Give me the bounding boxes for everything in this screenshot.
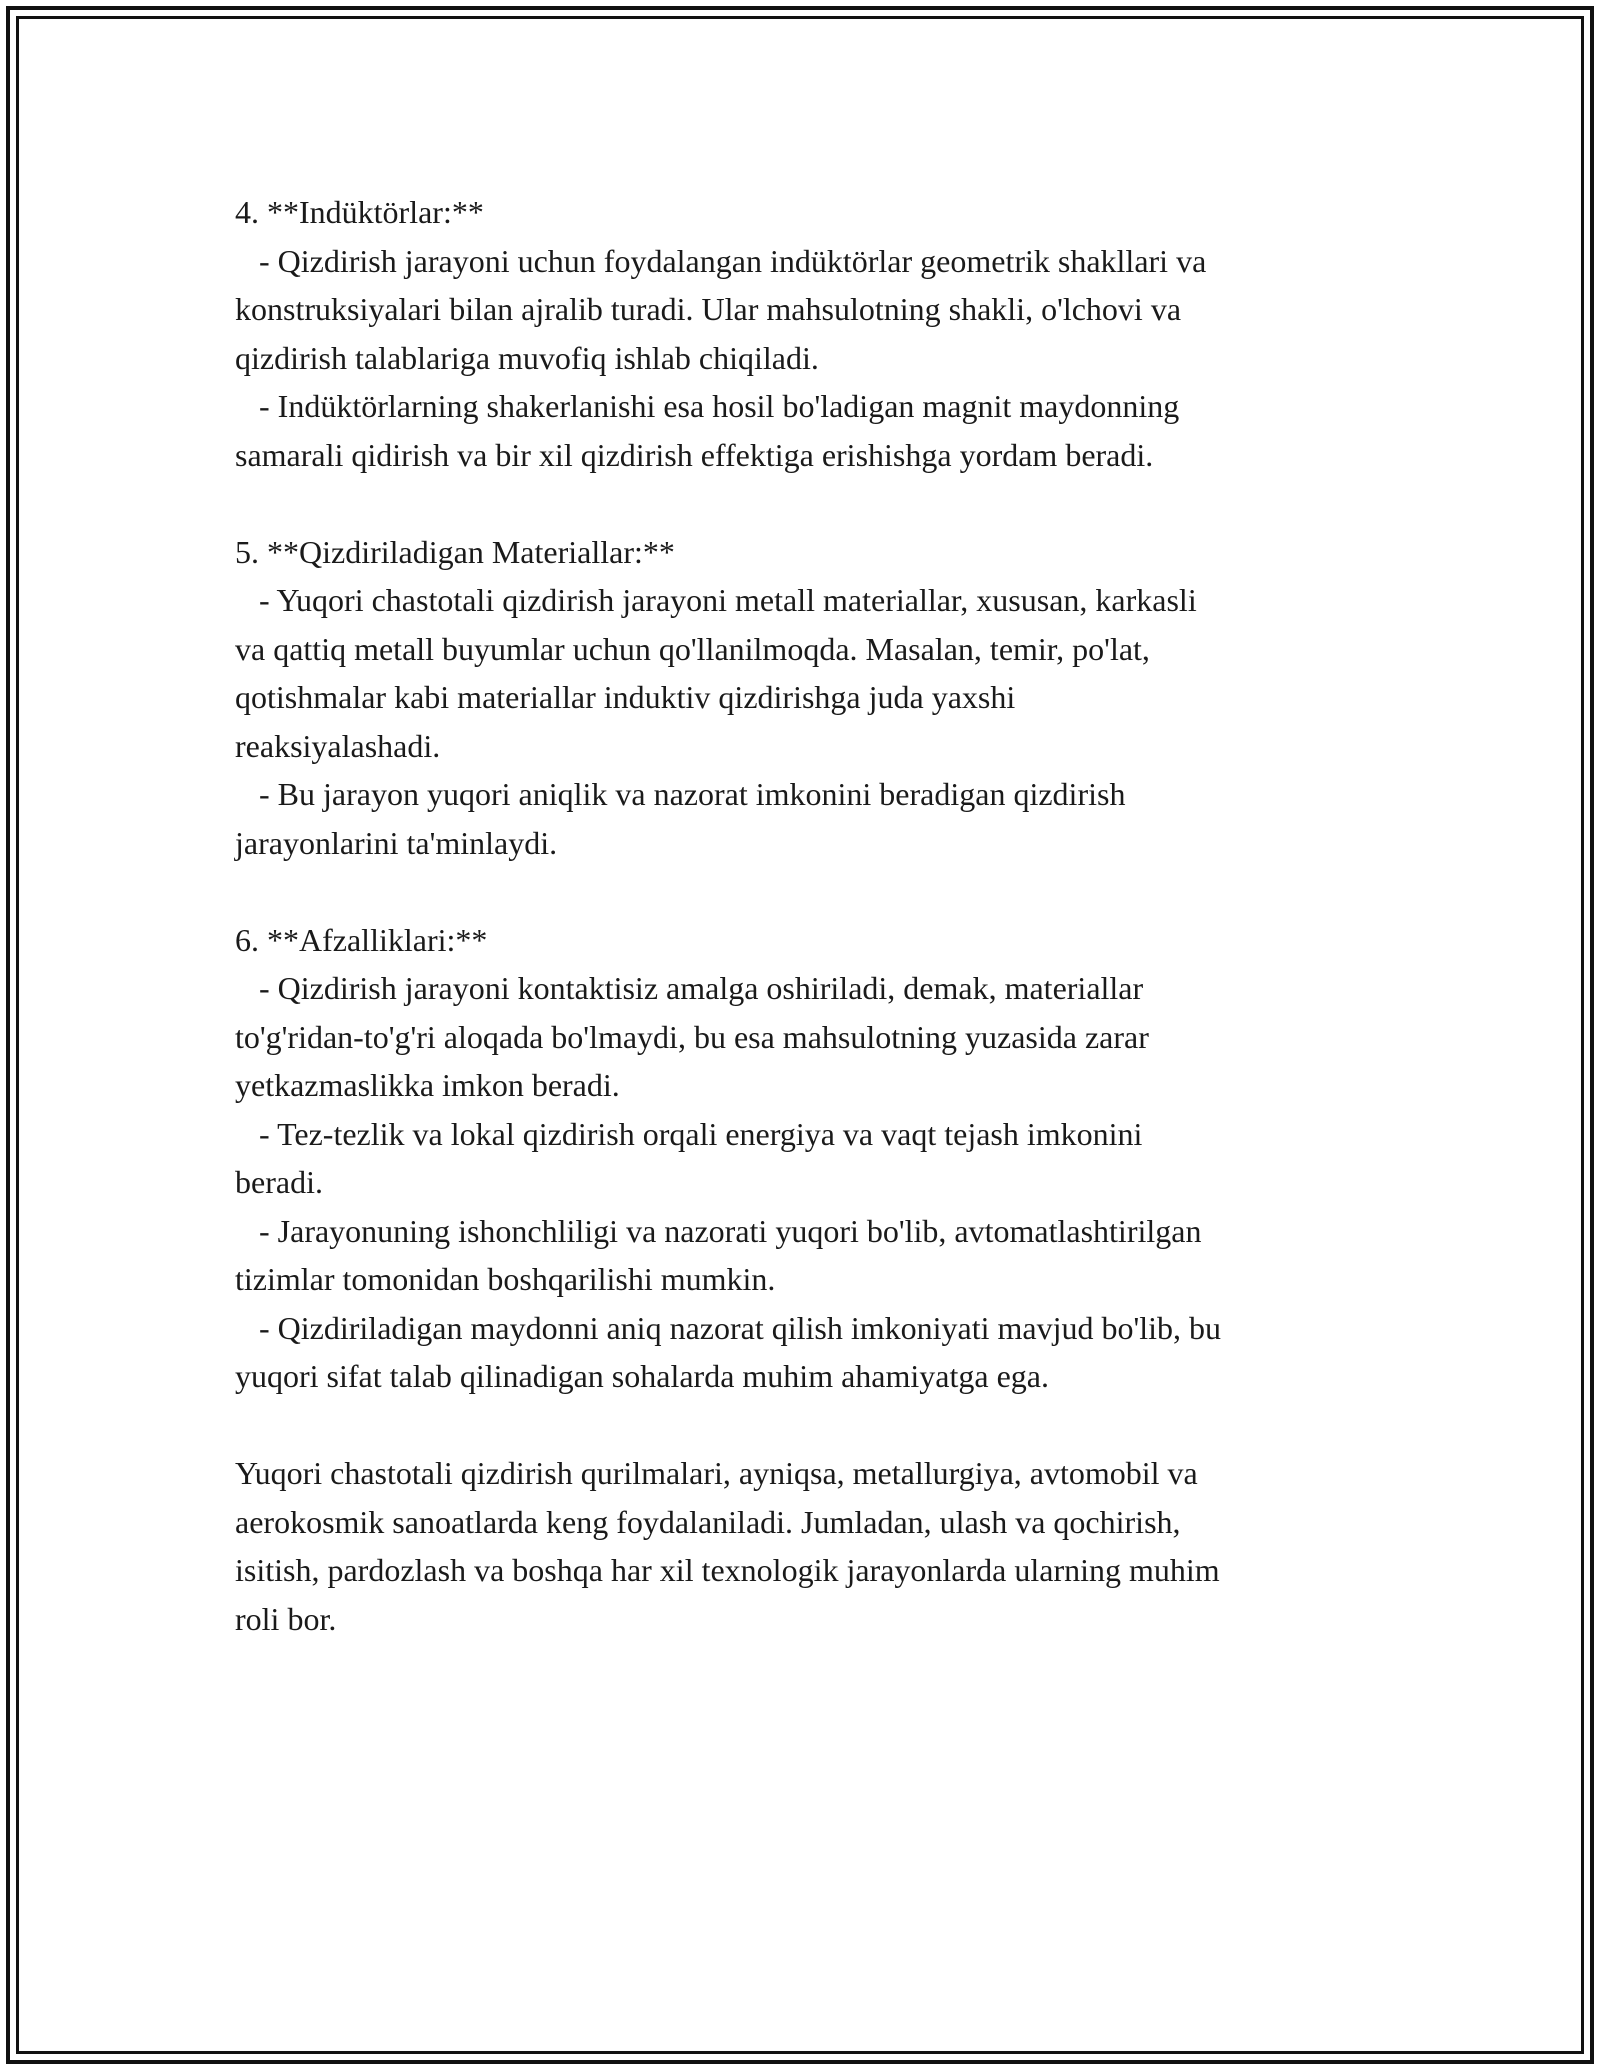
- text-line: - Tez-tezlik va lokal qizdirish orqali energiya va vaqt tejash imkonini: [235, 1115, 1143, 1152]
- closing-paragraph-line: isitish, pardozlash va boshqa har xil texnologik jarayonlarda ularning muhim: [235, 1552, 1220, 1588]
- text-line: - Qizdiriladigan maydonni aniq nazorat qilish imkoniyati mavjud bo'lib, bu: [235, 1309, 1222, 1346]
- text-line: - Indüktörlarning shakerlanishi esa hosil bo'ladigan magnit maydonning: [235, 388, 1180, 424]
- text-line: va qattiq metall buyumlar uchun qo'llanilmoqda. Masalan, temir, po'lat,: [235, 630, 1150, 667]
- text-line: - Qizdirish jarayoni kontaktisiz amalga oshiriladi, demak, materiallar: [235, 970, 1144, 1006]
- text-line: jarayonlarini ta'minlaydi.: [235, 824, 558, 861]
- text-line: - Yuqori chastotali qizdirish jarayoni metall materiallar, xususan, karkasli: [235, 582, 1197, 618]
- text-line: yuqori sifat talab qilinadigan sohalarda muhim ahamiyatga ega.: [235, 1358, 1049, 1394]
- closing-paragraph-line: Yuqori chastotali qizdirish qurilmalari, ayniqsa, metallurgiya, avtomobil va: [235, 1455, 1198, 1491]
- text-line: - Bu jarayon yuqori aniqlik va nazorat imkonini beradigan qizdirish: [235, 776, 1126, 812]
- section-heading-materiallar: 5. **Qizdiriladigan Materiallar:**: [235, 533, 675, 570]
- closing-paragraph-line: aerokosmik sanoatlarda keng foydalaniladi. Jumladan, ulash va qochirish,: [235, 1503, 1181, 1540]
- text-line: qotishmalar kabi materiallar induktiv qizdirishga juda yaxshi: [235, 679, 1016, 715]
- paragraph-gap: [235, 867, 1395, 916]
- section-heading-induktorlar: 4. **Indüktörlar:**: [235, 194, 484, 230]
- text-line: yetkazmaslikka imkon beradi.: [235, 1067, 620, 1103]
- text-line: - Qizdirish jarayoni uchun foydalangan indüktörlar geometrik shakllari va: [235, 242, 1207, 279]
- document-body: [235, 188, 1395, 1643]
- text-line: - Jarayonuning ishonchliligi va nazorati yuqori bo'lib, avtomatlashtirilgan: [235, 1212, 1202, 1249]
- text-line: konstruksiyalari bilan ajralib turadi. Ular mahsulotning shakli, o'lchovi va: [235, 291, 1182, 327]
- text-line: tizimlar tomonidan boshqarilishi mumkin.: [235, 1261, 776, 1297]
- text-line: reaksiyalashadi.: [235, 727, 441, 764]
- paragraph-gap: [235, 1401, 1395, 1450]
- text-line: to'g'ridan-to'g'ri aloqada bo'lmaydi, bu esa mahsulotning yuzasida zarar: [235, 1018, 1149, 1055]
- text-line: qizdirish talablariga muvofiq ishlab chiqiladi.: [235, 339, 819, 376]
- text-line: beradi.: [235, 1164, 323, 1200]
- text-line: samarali qidirish va bir xil qizdirish effektiga erishishga yordam beradi.: [235, 436, 1154, 473]
- closing-paragraph-line: roli bor.: [235, 1600, 337, 1637]
- paragraph-gap: [235, 479, 1395, 528]
- section-heading-afzalliklari: 6. **Afzalliklari:**: [235, 921, 488, 958]
